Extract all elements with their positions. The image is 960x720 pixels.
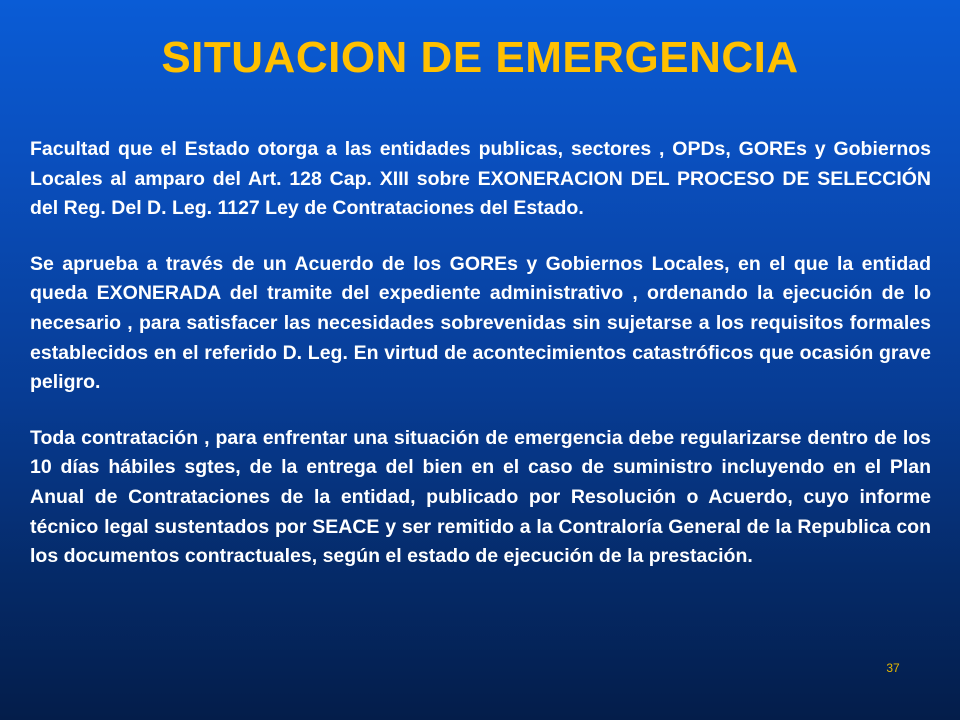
slide-body <box>30 135 931 572</box>
paragraph-approval: Se aprueba a través de un Acuerdo de los GOREs y Gobiernos Locales, en el que la entidad queda EXONERADA del tramite del expediente administrativo , ordenando la ejecución de lo necesario , para satisfacer las necesidades sobrevenidas sin sujetarse a los requisitos formales establecidos en el referido D. Leg. En virtud de acontecimientos catastróficos que ocasión grave peligro. <box>30 252 931 394</box>
slide-title: SITUACION DE EMERGENCIA <box>161 33 799 82</box>
paragraph-definition: Facultad que el Estado otorga a las entidades publicas, sectores , OPDs, GOREs y Gobiernos Locales al amparo del Art. 128 Cap. XIII sobre EXONERACION DEL PROCESO DE SELECCIÓN del Reg. Del D. Leg. 1127 Ley de Contrataciones del Estado. <box>30 138 931 220</box>
slide-number: 37 <box>886 661 900 675</box>
paragraph-regularization: Toda contratación , para enfrentar una situación de emergencia debe regularizarse dentro de los 10 días hábiles sgtes, de la entrega del bien en el caso de suministro incluyendo en el Plan Anual de Contrataciones de la entidad, publicado por Resolución o Acuerdo, cuyo informe técnico legal sustentados por SEACE y ser remitido a la Contraloría General de la Republica con los documentos contractuales, según el estado de ejecución de la prestación. <box>30 426 931 568</box>
